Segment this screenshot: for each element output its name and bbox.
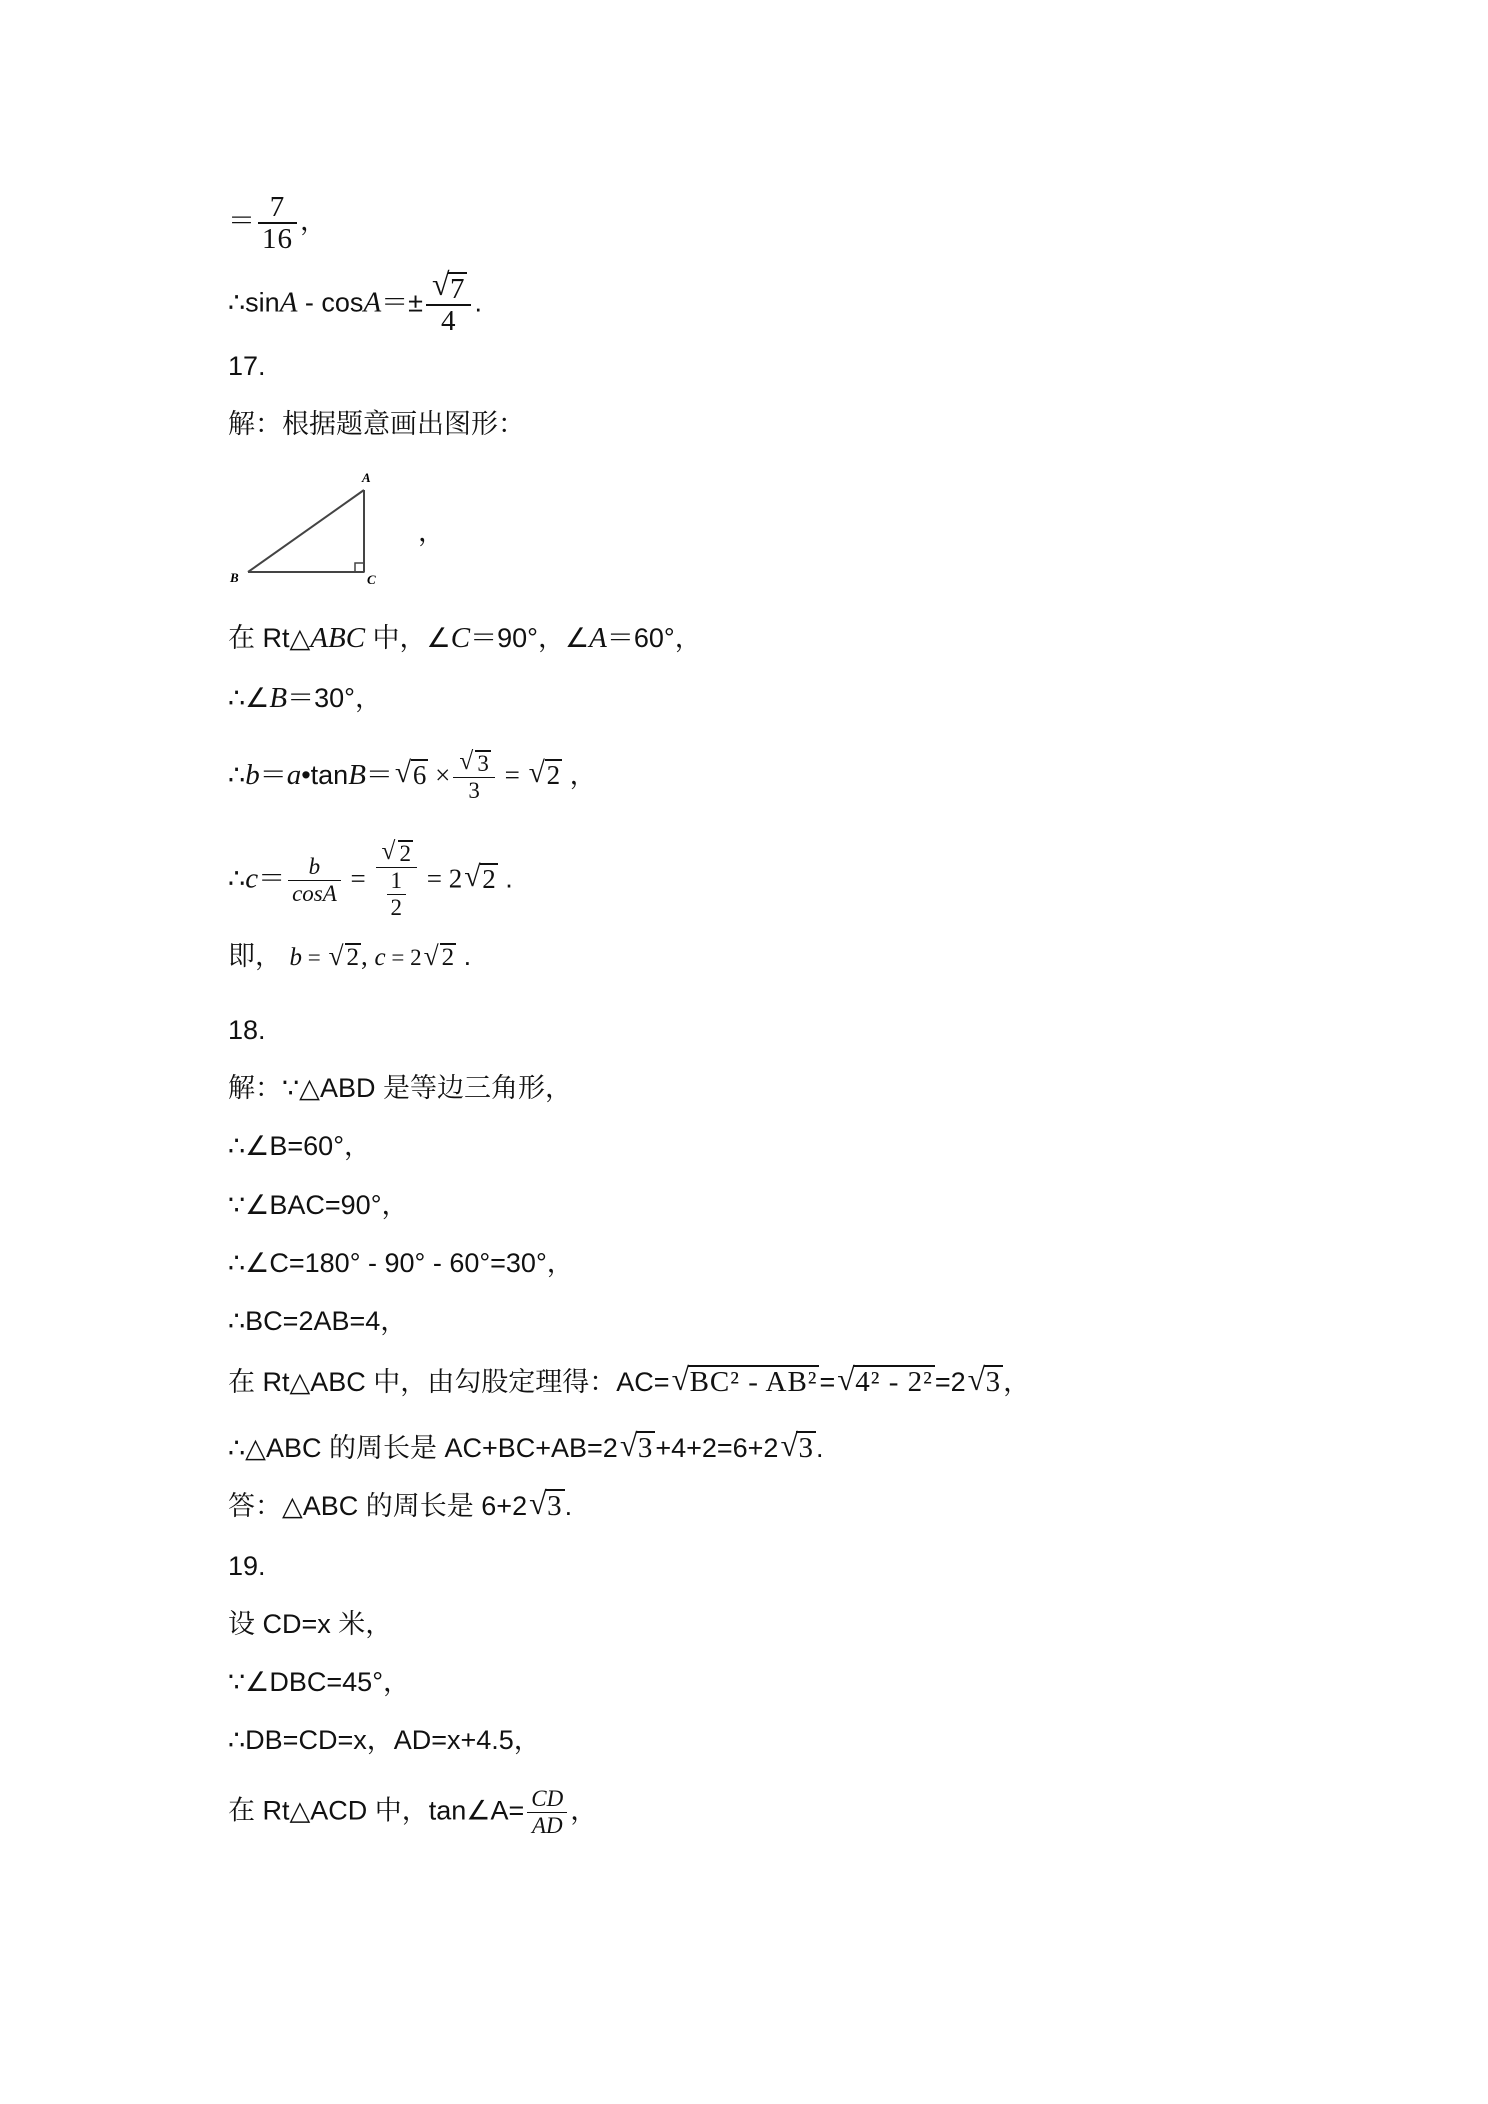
numerator — [376, 837, 418, 868]
text: × — [428, 760, 451, 791]
text: ＝± — [381, 287, 423, 318]
solution-line-4-18: ∴∠C=180° - 90° - 60°=30°， — [228, 1248, 574, 1278]
given-angles-line — [228, 618, 702, 658]
solution-line-2-19: ∵∠DBC=45°， — [228, 1667, 410, 1697]
text: 在 Rt△ABC 中，由勾股定理得：AC= — [228, 1367, 670, 1397]
radicand: 3 — [637, 1432, 654, 1464]
text: 在 Rt△ — [228, 623, 311, 653]
radicand: 3 — [985, 1366, 1002, 1398]
equation-line-2 — [228, 267, 482, 338]
text: •tan — [301, 760, 349, 791]
radical: √ 2 — [381, 837, 412, 866]
radicand: BC² - AB² — [689, 1366, 818, 1398]
denominator — [376, 868, 418, 921]
var-b: B — [348, 759, 366, 792]
text: 中，∠ — [365, 623, 451, 653]
radicand: 4² - 2² — [855, 1366, 933, 1398]
text: =2 — [934, 1367, 966, 1397]
solution-line-2-18: ∴∠B=60°， — [228, 1131, 371, 1161]
text: ＝30°， — [287, 683, 382, 713]
denominator: 3 — [468, 778, 480, 803]
radicand: 6 — [412, 760, 427, 791]
text: ＝ — [259, 760, 287, 791]
fraction — [527, 1786, 567, 1839]
radical: √ 2 — [528, 757, 561, 791]
radicand: 2 — [441, 944, 455, 971]
radicand: 2 — [482, 863, 496, 894]
solution-line-5-18: ∴BC=2AB=4， — [228, 1306, 408, 1336]
denominator: 4 — [440, 305, 457, 338]
text: ， — [562, 760, 597, 791]
denominator: 2 — [390, 895, 403, 920]
text: ∴ — [228, 760, 246, 791]
text: = — [343, 863, 373, 894]
radical: √ 2 — [328, 940, 359, 971]
solution-line-3-19: ∴DB=CD=x，AD=x+4.5， — [228, 1725, 541, 1755]
var-c: C — [450, 622, 471, 654]
text: . — [497, 863, 513, 894]
text: ∴∠ — [228, 683, 270, 713]
radicand: 7 — [449, 273, 466, 305]
radical: √ 2 — [423, 940, 455, 971]
question-number-19: 19. — [228, 1551, 266, 1581]
vertex-label-c: C — [367, 572, 376, 587]
text: . — [474, 287, 482, 318]
radicand: 3 — [477, 751, 489, 776]
numerator: 1 — [387, 868, 407, 895]
radicand: 3 — [547, 1490, 563, 1522]
radicand: 3 — [798, 1432, 814, 1464]
var-c: c — [245, 862, 259, 895]
text: ∴sin — [228, 287, 280, 318]
var-abc: ABC — [310, 622, 366, 654]
right-angle-mark — [355, 563, 364, 572]
text: ， — [300, 206, 327, 237]
radical: √ BC² - AB² — [671, 1362, 818, 1398]
right-triangle-figure — [228, 470, 388, 590]
text: . — [815, 1433, 824, 1463]
text: = 2 — [385, 945, 422, 970]
figure-comma: ， — [418, 517, 445, 547]
tangent-line — [228, 1786, 597, 1839]
fraction — [376, 837, 418, 921]
text: ＝60°， — [606, 623, 702, 653]
var-a: A — [363, 286, 382, 319]
compute-c-line — [228, 837, 513, 921]
radical: √ 2 — [464, 860, 496, 894]
fraction — [453, 747, 495, 804]
radical: √ 4² - 2² — [837, 1362, 933, 1398]
solution-line-3-18: ∵∠BAC=90°， — [228, 1190, 409, 1220]
numerator: CD — [527, 1786, 567, 1813]
answer-line-18 — [228, 1486, 572, 1526]
var-b: b — [245, 759, 260, 792]
text: = 2 — [420, 863, 463, 894]
question-number-17: 17. — [228, 351, 266, 381]
vertex-label-a: A — [362, 470, 371, 485]
question-number-18: 18. — [228, 1015, 266, 1045]
text: ， — [1003, 1367, 1031, 1397]
fraction — [426, 267, 472, 338]
text: 即， — [228, 941, 282, 971]
text: +4+2=6+2 — [655, 1433, 779, 1463]
text: = — [497, 760, 527, 791]
compute-b-line — [228, 747, 597, 804]
pythagoras-line — [228, 1362, 1030, 1402]
solution-line-1-18: 解：∵△ABD 是等边三角形， — [228, 1073, 572, 1103]
result-line-17 — [228, 936, 471, 978]
text: ∴ — [228, 863, 246, 894]
numerator — [426, 267, 472, 306]
numerator — [453, 747, 495, 778]
inner-fraction — [387, 868, 407, 921]
radical: √ 3 — [459, 747, 489, 776]
radical: √ 7 — [431, 267, 466, 305]
text: = — [819, 1367, 836, 1397]
text: ＝ — [365, 760, 393, 791]
denominator: cosA — [292, 881, 337, 906]
text: . — [456, 941, 472, 971]
text: - cos — [297, 287, 364, 318]
radical: √ 3 — [780, 1428, 814, 1464]
fraction — [258, 192, 297, 254]
var-a: A — [589, 622, 607, 654]
text: , — [361, 941, 375, 971]
var-a: a — [286, 759, 302, 792]
radical: √ 3 — [619, 1428, 654, 1464]
perimeter-line — [228, 1428, 823, 1468]
solution-intro-17: 解：根据题意画出图形： — [228, 409, 525, 439]
radical: √ 6 — [394, 757, 427, 791]
radicand: 2 — [399, 841, 412, 866]
vertex-label-b: B — [230, 570, 239, 585]
var-a: A — [279, 286, 298, 319]
fraction — [288, 854, 341, 907]
radical: √ 3 — [967, 1362, 1002, 1398]
var-b: B — [269, 682, 288, 714]
denominator: AD — [531, 1813, 563, 1838]
numerator: 7 — [258, 192, 297, 224]
numerator: b — [288, 854, 341, 881]
text: 答：△ABC 的周长是 6+2 — [228, 1491, 528, 1521]
var-b: b — [289, 944, 303, 971]
text: 在 Rt△ACD 中，tan∠A= — [228, 1795, 525, 1826]
radical: √ 3 — [529, 1486, 563, 1522]
text: ＝90°，∠ — [470, 623, 590, 653]
side-ab — [248, 490, 364, 572]
angle-b-line — [228, 678, 382, 718]
text: = — [302, 945, 327, 970]
equation-line-1 — [228, 192, 327, 254]
solution-line-1-19: 设 CD=x 米， — [228, 1609, 393, 1639]
denominator: 16 — [262, 223, 293, 255]
text: ， — [570, 1795, 598, 1826]
radicand: 2 — [546, 760, 561, 791]
radicand: 2 — [346, 944, 359, 971]
text: ＝ — [228, 206, 255, 237]
text: ∴△ABC 的周长是 AC+BC+AB=2 — [228, 1433, 618, 1463]
text: . — [564, 1491, 573, 1521]
var-c: c — [374, 944, 386, 971]
text: ＝ — [258, 863, 286, 894]
